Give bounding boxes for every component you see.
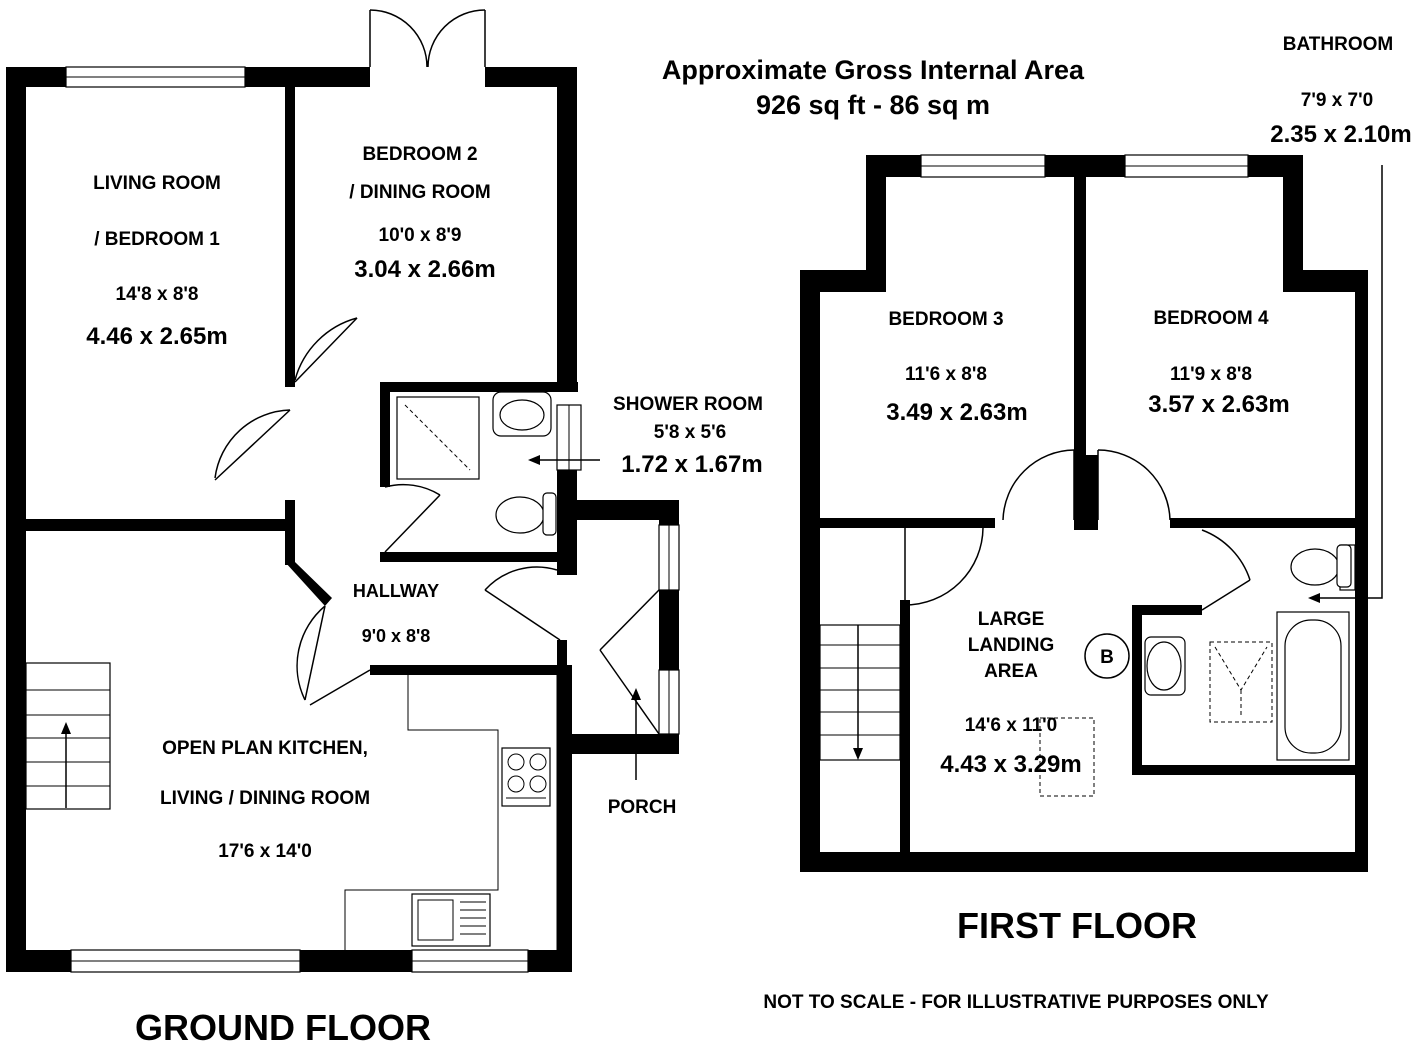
bedroom2-name-line1: BEDROOM 2 [362,144,478,165]
living-room-name-line1: LIVING ROOM [93,173,221,194]
ground-floor-doors [215,10,659,734]
living-room-name-line2: / BEDROOM 1 [94,229,220,250]
bedroom2-name-line2: / DINING ROOM [349,182,491,203]
bathroom-imperial: 7'9 x 7'0 [1300,90,1374,111]
shower-room-metric: 1.72 x 1.67m [621,451,763,478]
landing-name-line1: LARGE [977,609,1045,630]
area-title: Approximate Gross Internal Area [661,55,1085,85]
shower-room-name: SHOWER ROOM [613,394,763,415]
first-floor-walls [800,155,1368,872]
landing-imperial: 14'6 x 11'0 [964,715,1058,736]
area-value: 926 sq ft - 86 sq m [755,90,991,120]
bathroom-name: BATHROOM [1282,34,1394,55]
living-room-imperial: 14'8 x 8'8 [115,284,199,305]
kitchen-name-line1: OPEN PLAN KITCHEN, [162,738,368,759]
boiler-label: B [1100,647,1114,668]
ground-floor-walls [6,67,679,972]
landing-metric: 4.43 x 3.29m [940,751,1082,778]
bedroom4-imperial: 11'9 x 8'8 [1170,364,1252,385]
bedroom3-imperial: 11'6 x 8'8 [905,364,987,385]
bathroom-metric: 2.35 x 2.10m [1270,121,1412,148]
kitchen-name-line2: LIVING / DINING ROOM [159,788,371,809]
shower-room-imperial: 5'8 x 5'6 [653,422,727,443]
bedroom2-imperial: 10'0 x 8'9 [378,225,462,246]
ground-floor-title: GROUND FLOOR [135,1007,431,1048]
bedroom4-name: BEDROOM 4 [1153,308,1269,329]
hallway-name: HALLWAY [352,581,440,601]
disclaimer-text: NOT TO SCALE - FOR ILLUSTRATIVE PURPOSES ONLY [763,992,1269,1013]
landing-name-line3: AREA [984,661,1038,682]
living-room-metric: 4.46 x 2.65m [86,323,228,350]
first-floor-title: FIRST FLOOR [957,905,1197,946]
landing-name-line2: LANDING [967,635,1055,656]
kitchen-imperial: 17'6 x 14'0 [218,841,312,862]
porch-name: PORCH [607,797,677,818]
bedroom2-metric: 3.04 x 2.66m [354,256,496,283]
bedroom3-metric: 3.49 x 2.63m [886,399,1028,426]
bedroom3-name: BEDROOM 3 [888,309,1004,330]
hallway-imperial: 9'0 x 8'8 [361,626,431,646]
bedroom4-metric: 3.57 x 2.63m [1148,391,1290,418]
